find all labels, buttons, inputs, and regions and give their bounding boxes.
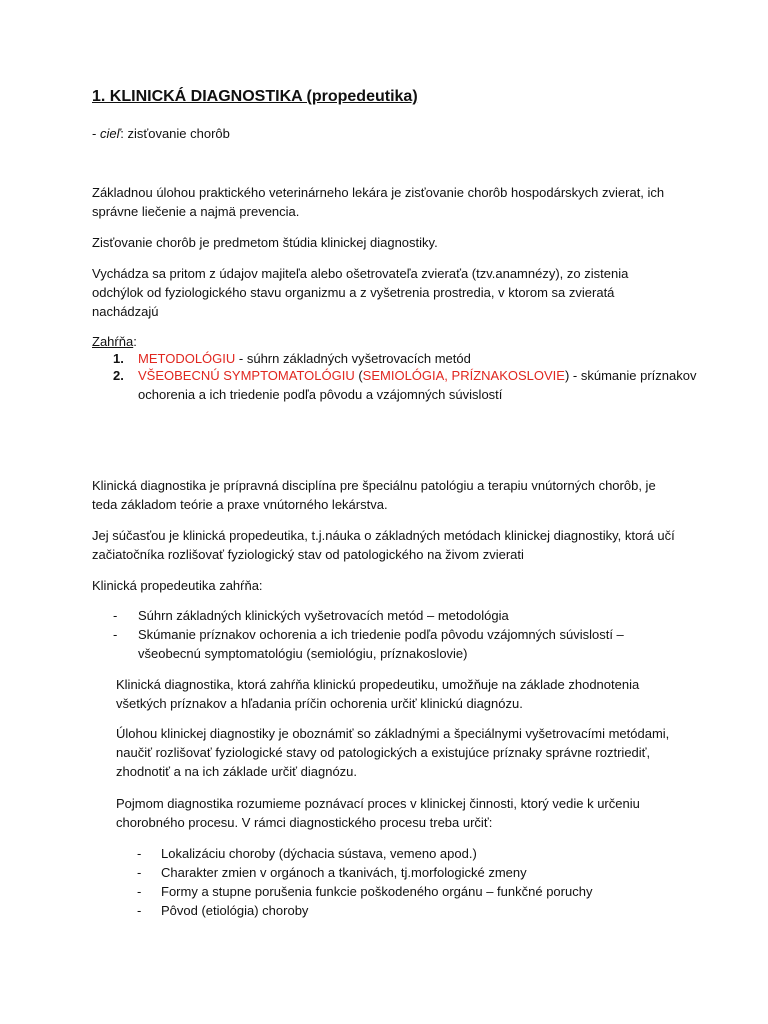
bullet-item: Skúmanie príznakov ochorenia a ich triedenie podľa pôvodu vzájomných súvislostí – (138, 627, 624, 642)
bullet-dash: - (113, 627, 118, 642)
intro-line-2: správne liečenie a najmä prevencia. (92, 204, 300, 219)
paragraph-2: Zisťovanie chorôb je predmetom štúdia klinickej diagnostiky. (92, 235, 438, 250)
list-number-2: 2. (113, 368, 124, 383)
includes-item-2 (138, 366, 696, 385)
goal-line (92, 124, 230, 143)
bullet-dash: - (137, 865, 142, 880)
bullet-dash: - (137, 846, 142, 861)
list-number-1: 1. (113, 351, 124, 366)
item-2-highlight-2: SEMIOLÓGIA, PRÍZNAKOSLOVIE (362, 368, 565, 383)
item-1-highlight: METODOLÓGIU (138, 351, 236, 366)
item-2-paren: ( (354, 368, 363, 383)
bullet-item: Charakter zmien v orgánoch a tkanivách, tj.morfologické zmeny (161, 865, 527, 880)
bullet-item: Formy a stupne porušenia funkcie poškodeného orgánu – funkčné poruchy (161, 884, 593, 899)
paragraph-7-line-1: Klinická diagnostika, ktorá zahŕňa klinickú propedeutiku, umožňuje na základe zhodnotenia (116, 677, 640, 692)
paragraph-9-line-1: Pojmom diagnostika rozumieme poznávací proces v klinickej činnosti, ktorý vedie k určeniu (116, 796, 640, 811)
paragraph-9-line-2: chorobného procesu. V rámci diagnostického procesu treba určiť: (116, 815, 493, 830)
includes-colon: : (133, 334, 137, 349)
paragraph-3-line-3: nachádzajú (92, 304, 159, 319)
item-1-text: - súhrn základných vyšetrovacích metód (235, 351, 471, 366)
item-2-text: ) - skúmanie príznakov (564, 368, 697, 383)
goal-label: cieľ (99, 126, 121, 141)
goal-text: : zisťovanie chorôb (120, 126, 230, 141)
paragraph-3-line-1: Vychádza sa pritom z údajov majiteľa alebo ošetrovateľa zvieraťa (tzv.anamnézy), zo zistenia (92, 266, 629, 281)
paragraph-6: Klinická propedeutika zahŕňa: (92, 578, 263, 593)
bullet-item: Lokalizáciu choroby (dýchacia sústava, vemeno apod.) (161, 846, 477, 861)
bullet-item: Pôvod (etiológia) choroby (161, 903, 309, 918)
goal-dash: - (92, 126, 100, 141)
paragraph-4-line-1: Klinická diagnostika je prípravná disciplína pre špeciálnu patológiu a terapiu vnútorných chorôb, je (92, 478, 656, 493)
includes-label: Zahŕňa (92, 334, 134, 349)
includes-item-2-line-2: ochorenia a ich triedenie podľa pôvodu a vzájomných súvislostí (138, 387, 503, 402)
paragraph-5-line-1: Jej súčasťou je klinická propedeutika, t.j.náuka o základných metódach klinickej diagnostiky, ktorá učí (92, 528, 675, 543)
paragraph-3-line-2: odchýlok od fyziologického stavu organizmu a z vyšetrenia prostredia, v ktorom sa zvieratá (92, 285, 615, 300)
paragraph-8-line-2: naučiť rozlišovať fyziologické stavy od patologických a existujúce príznaky správne roztriediť, (116, 745, 651, 760)
paragraph-7-line-2: všetkých príznakov a hľadania príčin ochorenia určiť klinickú diagnózu. (116, 696, 523, 711)
bullet-item: Súhrn základných klinických vyšetrovacích metód – metodológia (138, 608, 509, 623)
page-title: 1. KLINICKÁ DIAGNOSTIKA (propedeutika) (92, 88, 418, 105)
intro-line-1: Základnou úlohou praktického veterinárneho lekára je zisťovanie chorôb hospodárskych zvierat, ich (92, 185, 665, 200)
paragraph-5-line-2: začiatočníka rozlišovať fyziologický stav od patologického na živom zvierati (92, 547, 524, 562)
item-2-highlight: VŠEOBECNÚ SYMPTOMATOLÓGIU (138, 368, 355, 383)
bullet-dash: - (137, 903, 142, 918)
paragraph-8-line-1: Úlohou klinickej diagnostiky je oboznámiť so základnými a špeciálnymi vyšetrovacími metódami, (116, 726, 670, 741)
bullet-item-line-2: všeobecnú symptomatológiu (semiológiu, príznakoslovie) (138, 646, 468, 661)
bullet-dash: - (137, 884, 142, 899)
paragraph-4-line-2: teda základom teórie a praxe vnútorného lekárstva. (92, 497, 388, 512)
bullet-dash: - (113, 608, 118, 623)
paragraph-8-line-3: zhodnotiť a na ich základe určiť diagnózu. (116, 764, 358, 779)
